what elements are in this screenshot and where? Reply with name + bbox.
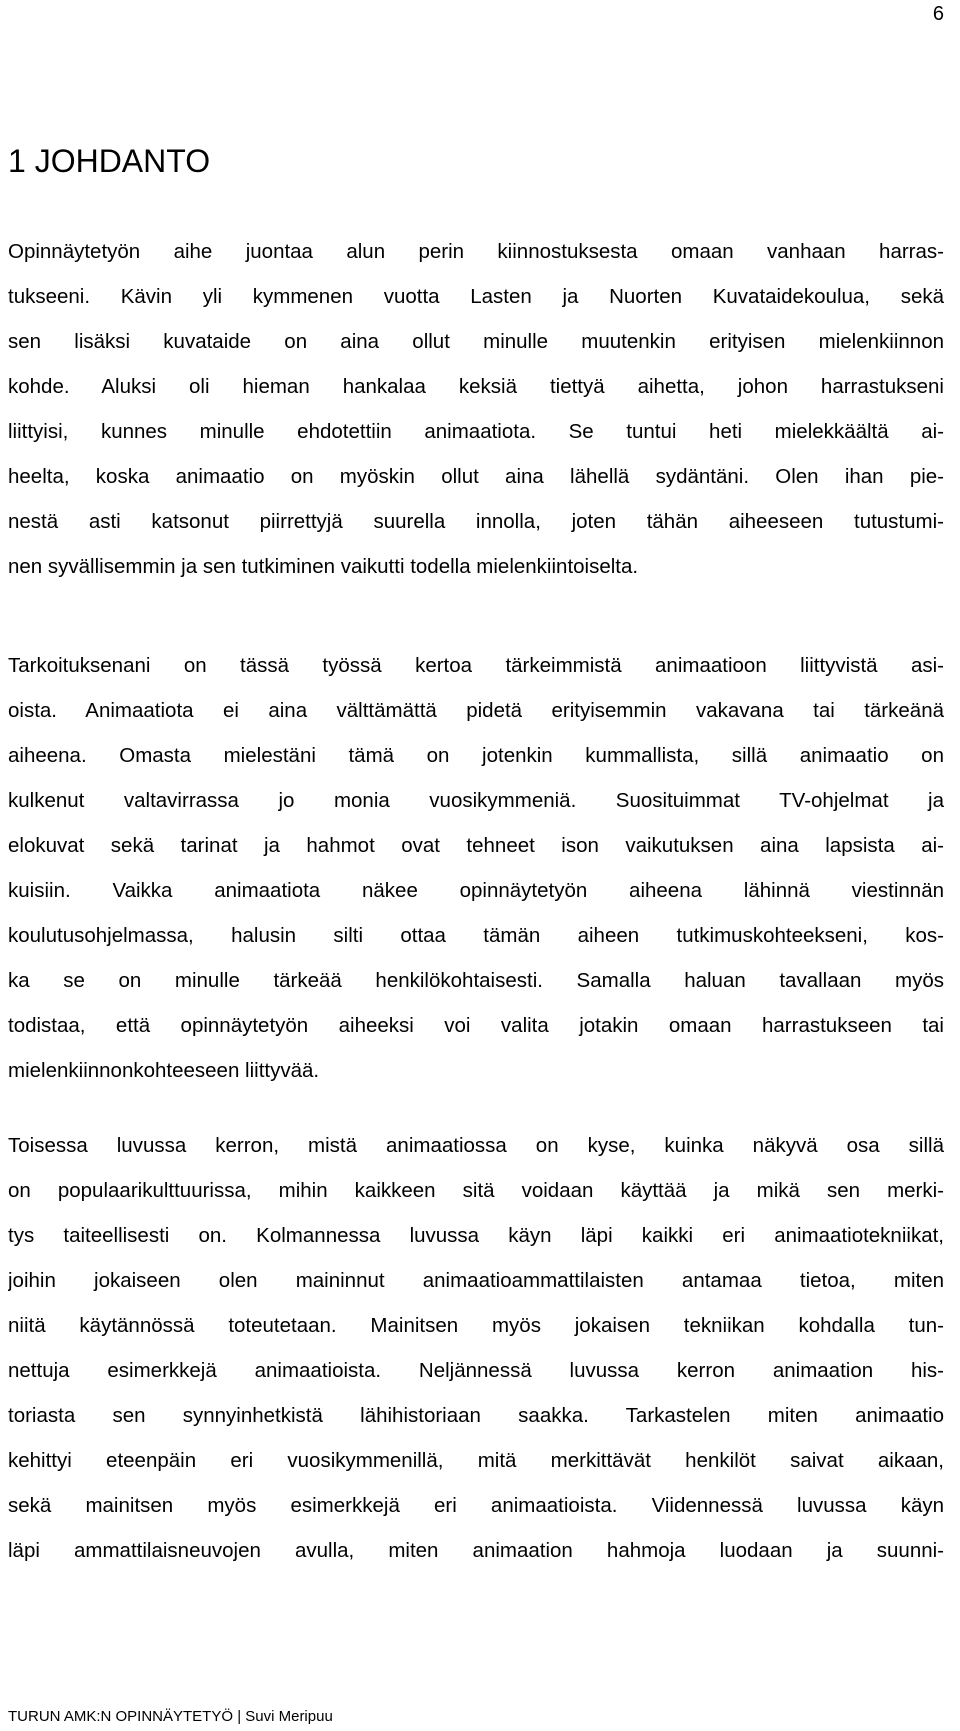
paragraph-line: heelta, koska animaatio on myöskin ollut aina lähellä sydäntäni. Olen ihan pie- bbox=[8, 465, 944, 488]
paragraph-line: elokuvat sekä tarinat ja hahmot ovat tehneet ison vaikutuksen aina lapsista ai- bbox=[8, 834, 944, 857]
paragraph-line: kulkenut valtavirrassa jo monia vuosikymmeniä. Suosituimmat TV-ohjelmat ja bbox=[8, 789, 944, 812]
paragraph-line: oista. Animaatiota ei aina välttämättä pidetä erityisemmin vakavana tai tärkeänä bbox=[8, 699, 944, 722]
chapter-heading: 1 JOHDANTO bbox=[8, 143, 211, 179]
paragraph-line: Tarkoituksenani on tässä työssä kertoa tärkeimmistä animaatioon liittyvistä asi- bbox=[8, 654, 944, 677]
paragraph-line: joihin jokaiseen olen maininnut animaatioammattilaisten antamaa tietoa, miten bbox=[8, 1269, 944, 1292]
paragraph-line: kohde. Aluksi oli hieman hankalaa keksiä tiettyä aihetta, johon harrastukseni bbox=[8, 375, 944, 398]
paragraph-line: toriasta sen synnyinhetkistä lähihistoriaan saakka. Tarkastelen miten animaatio bbox=[8, 1404, 944, 1427]
paragraph-line: tys taiteellisesti on. Kolmannessa luvussa käyn läpi kaikki eri animaatiotekniikat, bbox=[8, 1224, 944, 1247]
paragraph-line: on populaarikulttuurissa, mihin kaikkeen sitä voidaan käyttää ja mikä sen merki- bbox=[8, 1179, 944, 1202]
paragraph-line: Toisessa luvussa kerron, mistä animaatiossa on kyse, kuinka näkyvä osa sillä bbox=[8, 1134, 944, 1157]
paragraph-line: kuisiin. Vaikka animaatiota näkee opinnäytetyön aiheena lähinnä viestinnän bbox=[8, 879, 944, 902]
paragraph-line: ka se on minulle tärkeää henkilökohtaisesti. Samalla haluan tavallaan myös bbox=[8, 969, 944, 992]
paragraph-line: todistaa, että opinnäytetyön aiheeksi voi valita jotakin omaan harrastukseen tai bbox=[8, 1014, 944, 1037]
paragraph-line: tukseeni. Kävin yli kymmenen vuotta Lasten ja Nuorten Kuvataidekoulua, sekä bbox=[8, 285, 944, 308]
paragraph-line: läpi ammattilaisneuvojen avulla, miten animaation hahmoja luodaan ja suunni- bbox=[8, 1539, 944, 1562]
paragraph-line: mielenkiinnonkohteeseen liittyvää. bbox=[8, 1059, 320, 1082]
paragraph-line: liittyisi, kunnes minulle ehdotettiin animaatiota. Se tuntui heti mielekkäältä ai- bbox=[8, 420, 944, 443]
paragraph-line: nettuja esimerkkejä animaatioista. Neljännessä luvussa kerron animaation his- bbox=[8, 1359, 944, 1382]
paragraph bbox=[8, 229, 944, 589]
paragraph-line: aiheena. Omasta mielestäni tämä on jotenkin kummallista, sillä animaatio on bbox=[8, 744, 944, 767]
paragraph-line: kehittyi eteenpäin eri vuosikymmenillä, mitä merkittävät henkilöt saivat aikaan, bbox=[8, 1449, 944, 1472]
paragraph-line: sekä mainitsen myös esimerkkejä eri animaatioista. Viidennessä luvussa käyn bbox=[8, 1494, 944, 1517]
paragraph-line: nen syvällisemmin ja sen tutkiminen vaikutti todella mielenkiintoiselta. bbox=[8, 555, 639, 578]
paragraph-line: niitä käytännössä toteutetaan. Mainitsen myös jokaisen tekniikan kohdalla tun- bbox=[8, 1314, 944, 1337]
page-number: 6 bbox=[932, 3, 944, 25]
paragraph bbox=[8, 643, 944, 1093]
page-footer: TURUN AMK:N OPINNÄYTETYÖ | Suvi Meripuu bbox=[8, 1708, 333, 1725]
paragraph-line: nestä asti katsonut piirrettyjä suurella innolla, joten tähän aiheeseen tutustumi- bbox=[8, 510, 944, 533]
paragraph-line: Opinnäytetyön aihe juontaa alun perin kiinnostuksesta omaan vanhaan harras- bbox=[8, 240, 944, 263]
paragraph bbox=[8, 1123, 944, 1573]
paragraph-line: koulutusohjelmassa, halusin silti ottaa tämän aiheen tutkimuskohteekseni, kos- bbox=[8, 924, 944, 947]
paragraph-line: sen lisäksi kuvataide on aina ollut minulle muutenkin erityisen mielenkiinnon bbox=[8, 330, 944, 353]
